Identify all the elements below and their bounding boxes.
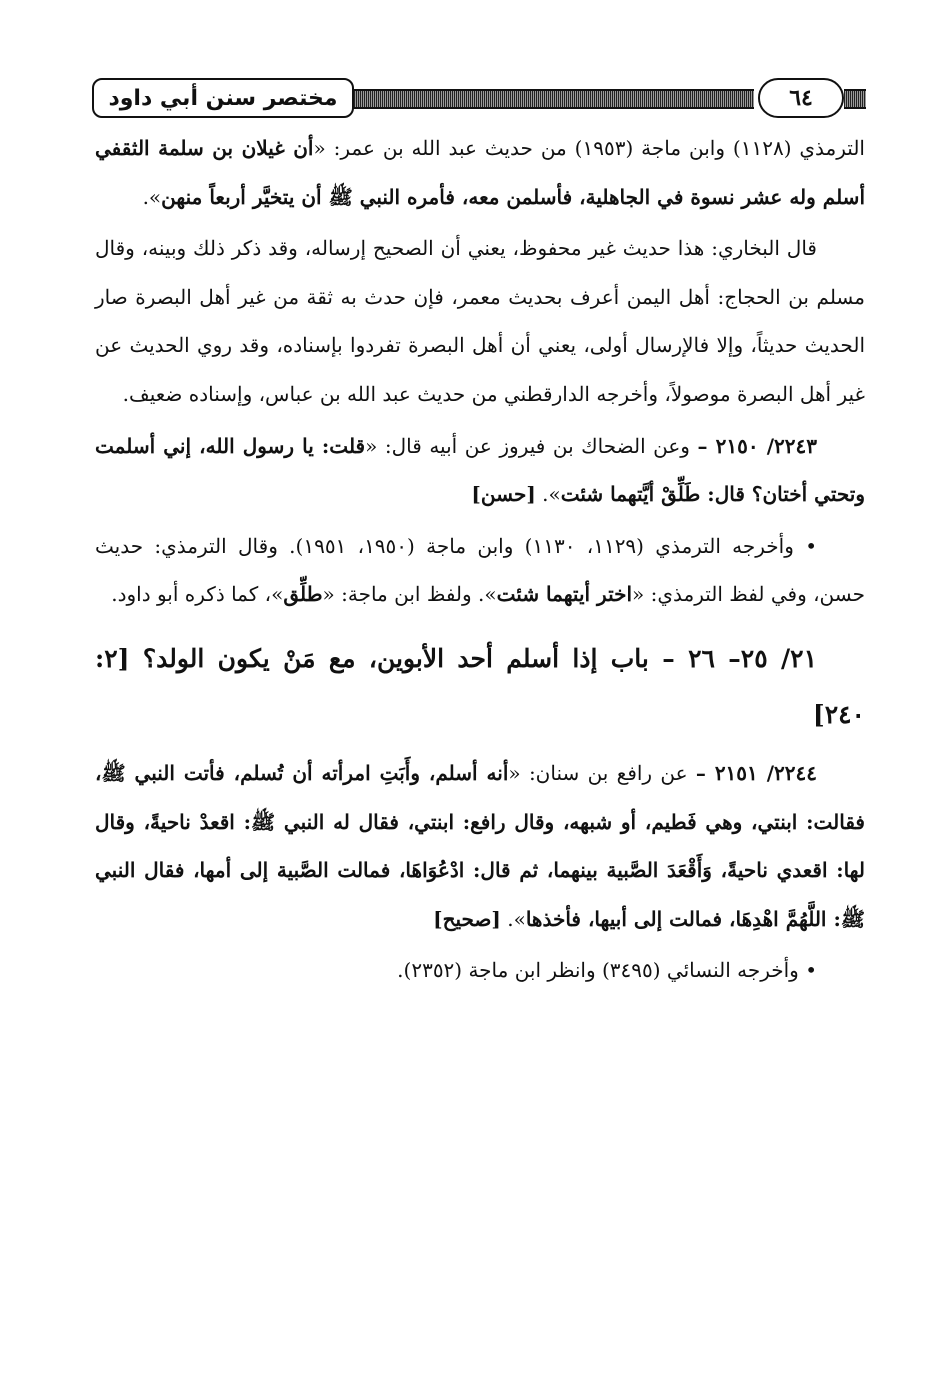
hadith-grade: [حسن] bbox=[471, 482, 536, 507]
page-number: ٦٤ bbox=[758, 78, 844, 118]
quote: طلِّق bbox=[283, 582, 323, 607]
chapter-heading: ٢١/ ٢٥– ٢٦ – باب إذا أسلم أحد الأبوين، مع مَنْ يكون الولد؟ [٢: ٢٤٠] bbox=[95, 643, 865, 729]
takhrij-2243 bbox=[95, 522, 865, 619]
page-header bbox=[88, 72, 866, 124]
text: الترمذي (١١٢٨) وابن ماجة (١٩٥٣) من حديث عبد الله بن عمر: « bbox=[313, 136, 865, 160]
text: ». bbox=[535, 482, 561, 507]
header-rule bbox=[350, 89, 754, 109]
text: ». ولفظ ابن ماجة: « bbox=[322, 582, 497, 607]
hadith-quote: قلت: يا رسول الله، إني أسلمت وتحتي أختان؟ قال: طَلِّقْ أيَّتهما شئت bbox=[95, 433, 865, 507]
text: »، كما ذكره أبو داود. bbox=[111, 582, 284, 607]
paragraph-2: قال البخاري: هذا حديث غير محفوظ، يعني أن الصحيح إرساله، وقد ذكر ذلك وبينه، وقال مسلم بن الحجاج: أهل اليمن أعرف بحديث معمر، فإن حدث به ثقة من غير أهل البصرة صار الحديث حديثاً، وإلا فالإرسال أولى، يعني أن أهل البصرة تفردوا بإسناده، وقد روي الحديث عن غير أهل البصرة موصولاً، وأخرجه الدارقطني من حديث عبد الله بن عباس، وإسناده ضعيف. bbox=[95, 236, 865, 406]
hadith-quote: أنه أسلم، وأَبَتِ امرأته أن تُسلم، فأتت النبي ﷺ، فقالت: ابنتي، وهي فَطيم، أو شبهه، وقال رافع: ابنتي، فقال له النبي ﷺ: اقعدْ ناحيةً، وقال لها: اقعدي ناحيةً، وَأَقْعَدَ الصَّبية بينهما، ثم قال: ادْعُوَاهَا، فمالت الصَّبية إلى أمها، فقال النبي ﷺ: اللَّهُمَّ اهْدِهَا، فمالت إلى أبيها، فأخذها bbox=[95, 760, 865, 931]
text: وعن الضحاك بن فيروز عن أبيه قال: « bbox=[365, 433, 698, 458]
book-title: مختصر سنن أبي داود bbox=[92, 78, 354, 118]
text: ». bbox=[500, 906, 526, 931]
hadith-quote: أن غيلان بن سلمة الثقفي أسلم وله عشر نسوة في الجاهلية، فأسلمن معه، فأمره النبي ﷺ أن يتخيَّر أربعاً منهن bbox=[95, 136, 865, 209]
header-rule-right bbox=[844, 89, 866, 109]
hadith-number: ٢٢٤٤/ ٢١٥١ – bbox=[695, 760, 817, 785]
takhrij-2244: • وأخرجه النسائي (٣٤٩٥) وانظر ابن ماجة (٢٣٥٢). bbox=[397, 958, 817, 983]
text: عن رافع بن سنان: « bbox=[508, 760, 696, 785]
text: • وأخرجه الترمذي (١١٢٩، ١١٣٠) وابن ماجة (١٩٥٠، ١٩٥١). وقال الترمذي: حديث حسن، وفي لفظ الترمذي: « bbox=[95, 533, 865, 607]
hadith-grade: [صحيح] bbox=[433, 906, 501, 931]
paragraph-1 bbox=[95, 124, 865, 221]
text: ». bbox=[142, 184, 162, 209]
hadith-number: ٢٢٤٣/ ٢١٥٠ – bbox=[697, 433, 817, 458]
hadith-2244 bbox=[95, 749, 865, 943]
hadith-2243 bbox=[95, 422, 865, 519]
page-body bbox=[95, 124, 865, 995]
quote: اختر أيتهما شئت bbox=[496, 582, 633, 607]
